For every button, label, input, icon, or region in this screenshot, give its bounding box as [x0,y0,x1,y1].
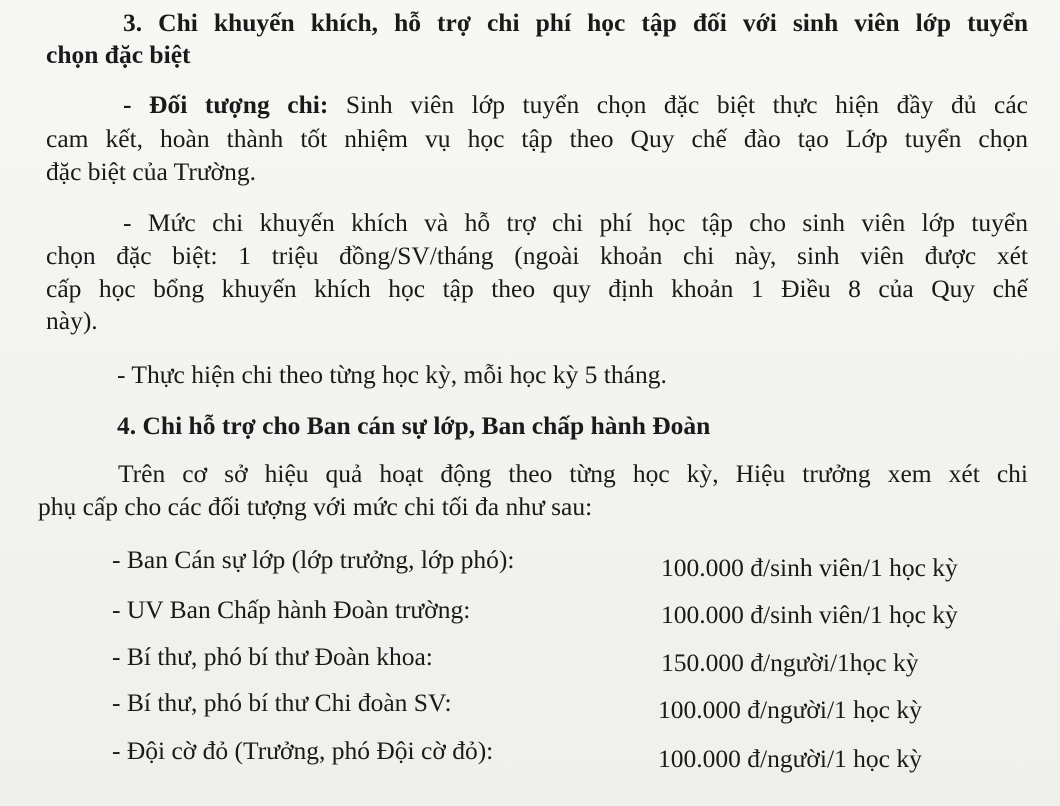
level-paragraph-line-4: này). [46,306,98,335]
rate-label: - UV Ban Chấp hành Đoàn trường: [112,595,471,624]
rate-value: 100.000 đ/sinh viên/1 học kỳ [661,600,958,629]
term-paragraph: - Thực hiện chi theo từng học kỳ, mỗi học kỳ 5 tháng. [117,360,667,389]
section-3-heading-line-1: 3. Chi khuyến khích, hỗ trợ chi phí học tập đối với sinh viên lớp tuyển [123,8,1028,37]
subject-paragraph-line-3: đặc biệt của Trường. [46,157,257,186]
rate-value: 150.000 đ/người/1học kỳ [661,648,919,677]
level-paragraph-line-3: cấp học bổng khuyến khích học tập theo quy định khoản 1 Điều 8 của Quy chế [46,274,1028,303]
rate-label: - Bí thư, phó bí thư Đoàn khoa: [112,642,433,671]
subject-label: - Đối tượng chi: [123,90,329,119]
section-4-heading: 4. Chi hỗ trợ cho Ban cán sự lớp, Ban chấp hành Đoàn [117,411,711,440]
intro-paragraph-line-1: Trên cơ sở hiệu quả hoạt động theo từng học kỳ, Hiệu trưởng xem xét chi [118,459,1028,488]
subject-paragraph-line-2: cam kết, hoàn thành tốt nhiệm vụ học tập theo Quy chế đào tạo Lớp tuyển chọn [46,124,1028,153]
intro-paragraph-line-2: phụ cấp cho các đối tượng với mức chi tối đa như sau: [38,492,593,521]
rate-value: 100.000 đ/người/1 học kỳ [658,695,922,724]
level-paragraph-line-2: chọn đặc biệt: 1 triệu đồng/SV/tháng (ngoài khoản chi này, sinh viên được xét [46,241,1028,270]
rate-label: - Bí thư, phó bí thư Chi đoàn SV: [112,688,452,717]
rate-value: 100.000 đ/người/1 học kỳ [658,744,922,773]
rate-value: 100.000 đ/sinh viên/1 học kỳ [661,553,958,582]
subject-paragraph-line-1 [123,90,1028,120]
rate-label: - Ban Cán sự lớp (lớp trưởng, lớp phó): [112,545,515,574]
section-3-heading-line-2: chọn đặc biệt [46,40,191,69]
subject-text-1: Sinh viên lớp tuyển chọn đặc biệt thực hiện đầy đủ các [328,90,1029,119]
level-paragraph-line-1: - Mức chi khuyến khích và hỗ trợ chi phí học tập cho sinh viên lớp tuyển [123,208,1028,237]
rate-label: - Đội cờ đỏ (Trưởng, phó Đội cờ đỏ): [112,736,494,765]
